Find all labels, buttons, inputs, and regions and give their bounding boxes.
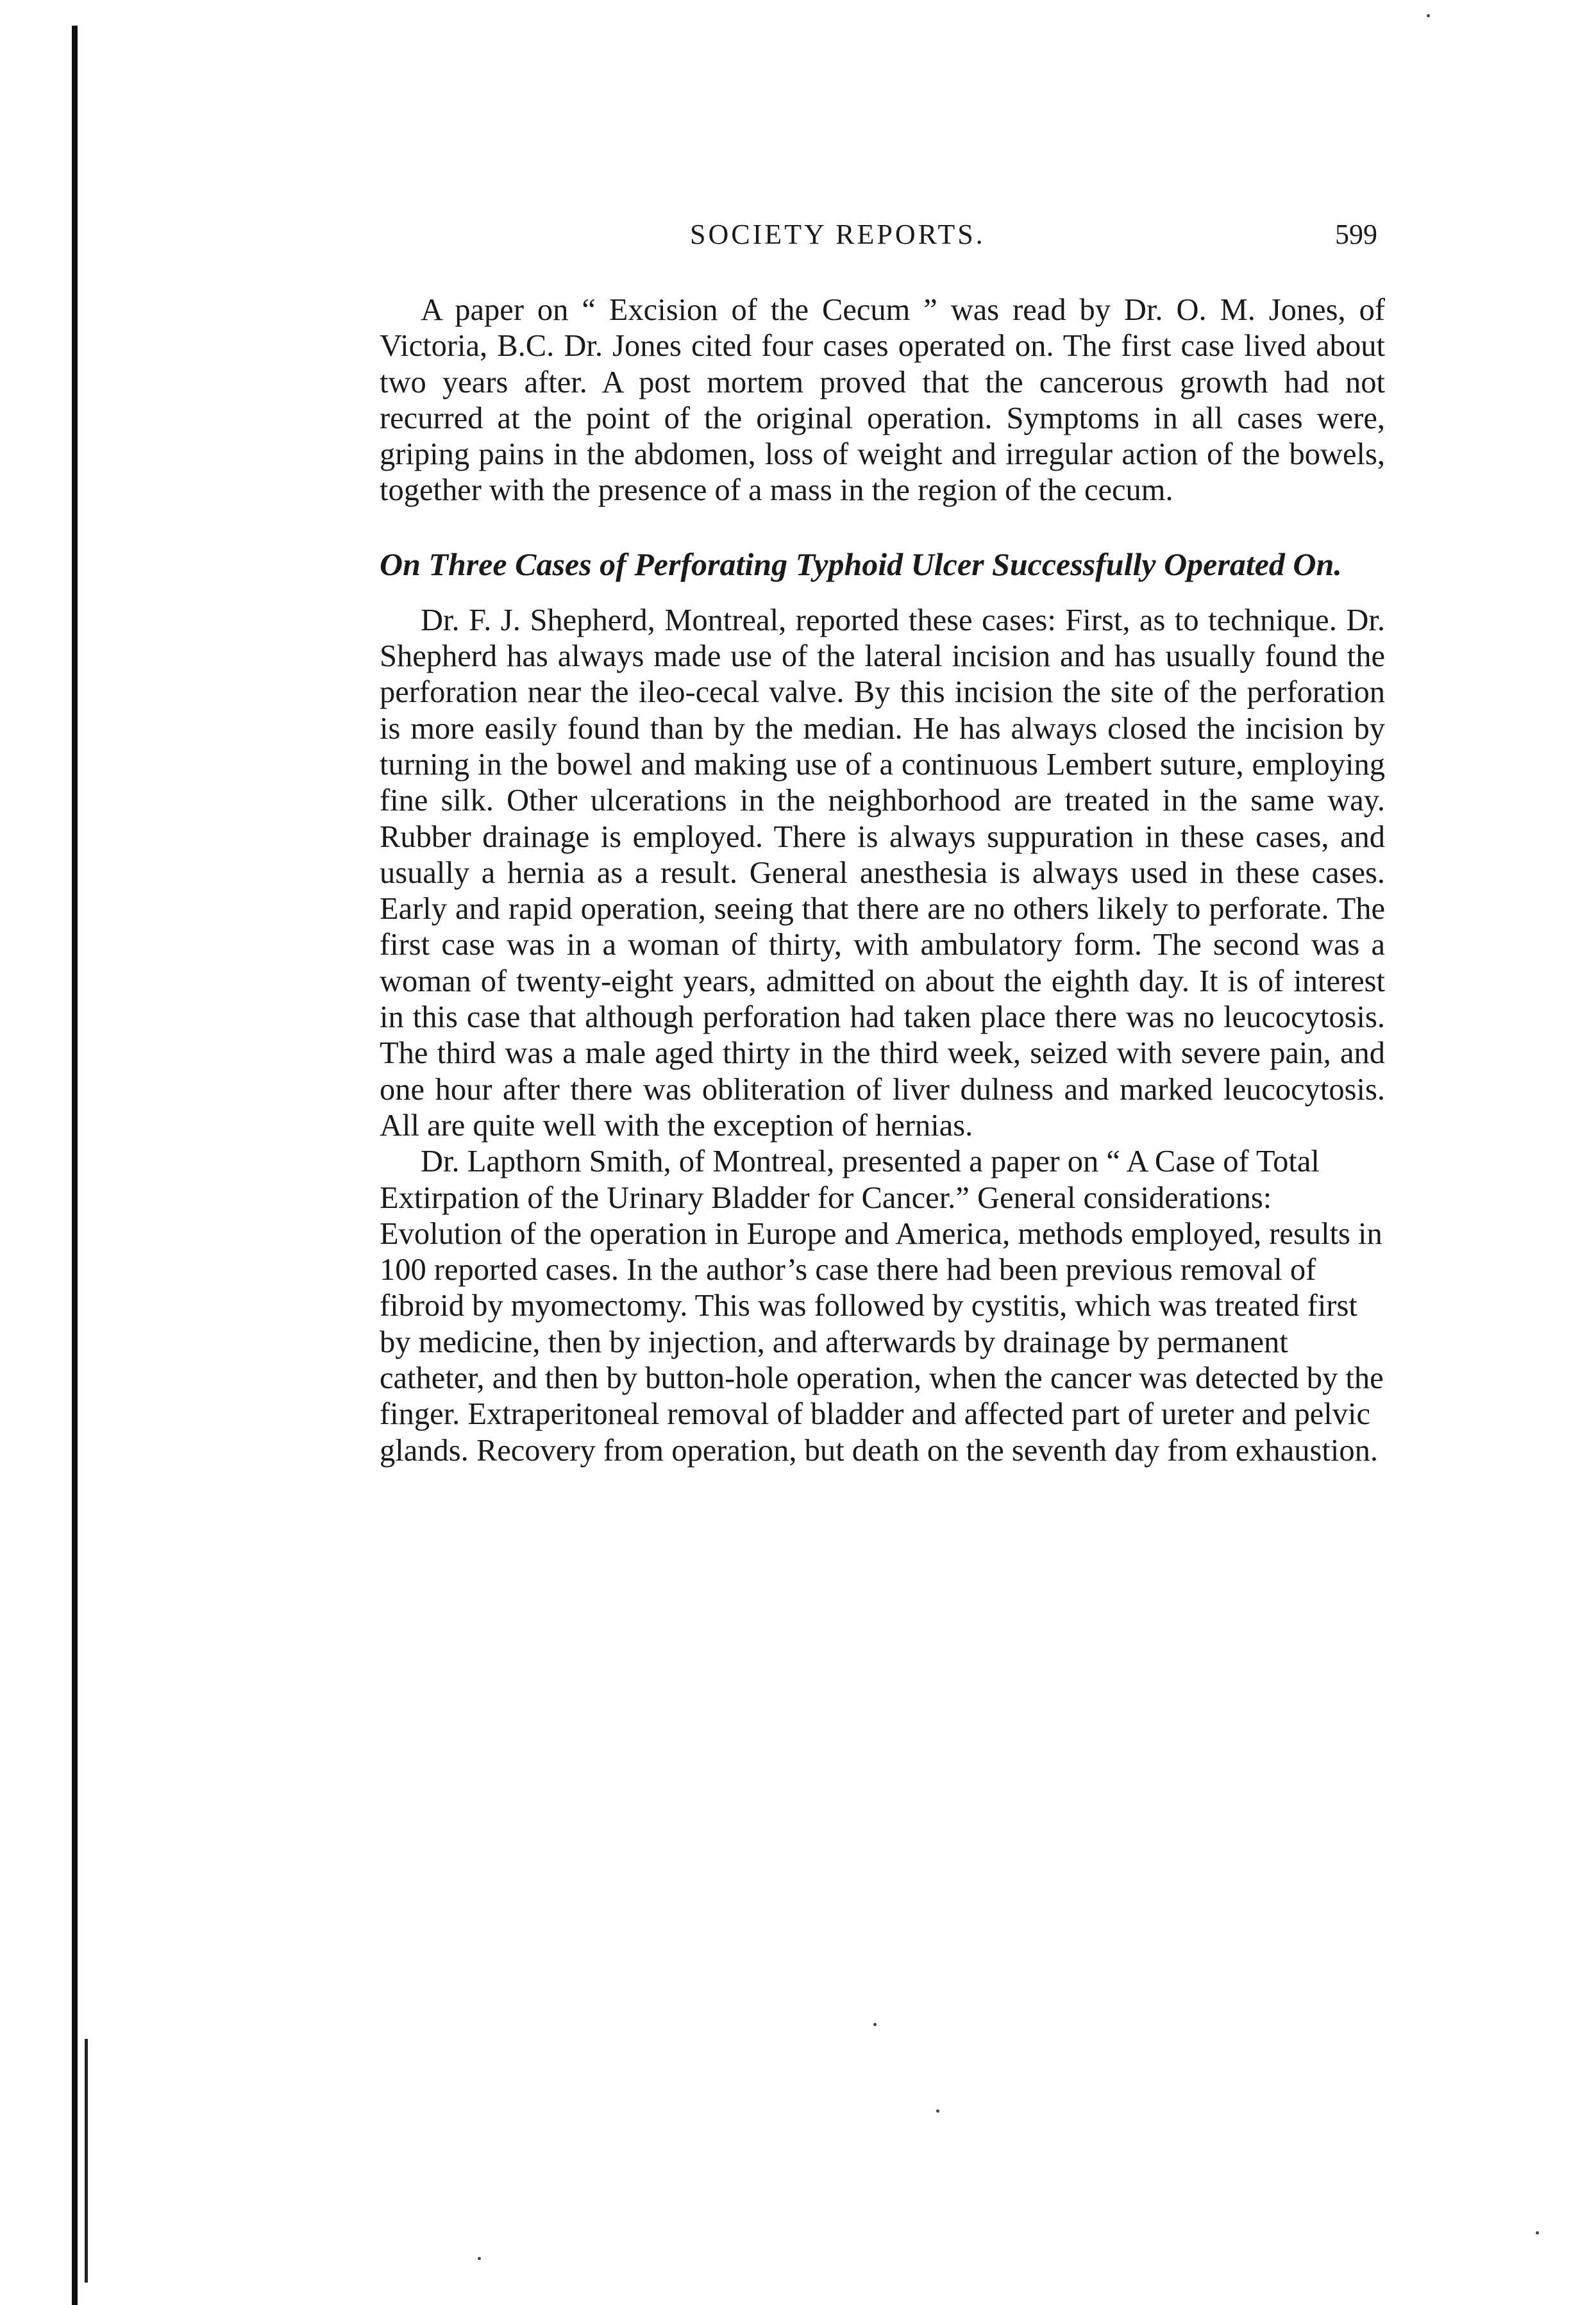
paragraph-typhoid-cases: Dr. F. J. Shepherd, Montreal, reported these cases: First, as to technique. Dr. Shepherd has always made use of the lateral incision and has usually found the perforation near the ileo-cecal valve. By this incision the site of the perforation is more easily found than by the median. He has always closed the incision by turning in the bowel and making use of a continuous Lembert suture, employing fine silk. Other ulcerations in the neighborhood are treated in the same way. Rubber drainage is employed. There is always suppuration in these cases, and usually a hernia as a result. General anesthesia is always used in these cases. Early and rapid operation, seeing that there are no others likely to perforate. The first case was in a woman of thirty, with ambulatory form. The second was a woman of twenty-eight years, admitted on about the eighth day. It is of interest in this case that although perforation had taken place there was no leucocytosis. The third was a male aged thirty in the third week, seized with severe pain, and one hour after there was obliteration of liver dulness and marked leucocytosis. All are quite well with the exception of hernias. — [380, 603, 1385, 1143]
article-body — [380, 292, 1385, 1469]
paragraph-cecum-excision: A paper on “ Excision of the Cecum ” was read by Dr. O. M. Jones, of Victoria, B.C. Dr. Jones cited four cases operated on. The first case lived about two years after. A post mortem proved that the cancerous growth had not recurred at the point of the original operation. Symptoms in all cases were, griping pains in the abdomen, loss of weight and irregular action of the bowels, together with the presence of a mass in the region of the cecum. — [380, 293, 1385, 508]
scan-speck — [936, 2109, 939, 2113]
scan-speck — [1536, 2231, 1539, 2234]
scan-speck — [873, 2023, 877, 2026]
page-number: 599 — [1335, 219, 1377, 250]
paragraph-bladder-extirpation: Dr. Lapthorn Smith, of Montreal, presented a paper on “ A Case of Total Extirpation of the Urinary Bladder for Cancer.” General considerations: Evolution of the operation in Europe and America, methods employed, results in 100 reported cases. In the author’s case there had been previous removal of fibroid by myomectomy. This was followed by cystitis, which was treated first by medicine, then by injection, and afterwards by drainage by permanent catheter, and then by button-hole operation, when the cancer was detected by the finger. Extraperitoneal removal of bladder and affected part of ureter and pelvic glands. Recovery from operation, but death on the seventh day from exhaustion. — [380, 1144, 1384, 1468]
scan-speck — [478, 2257, 481, 2260]
scan-border-edge — [85, 2039, 88, 2283]
page-header — [380, 218, 1385, 256]
section-heading: On Three Cases of Perforating Typhoid Ulcer Successfully Operated On. — [380, 546, 1342, 582]
scan-speck — [1427, 14, 1430, 17]
running-head: SOCIETY REPORTS. — [690, 219, 986, 250]
scan-border-edge — [72, 26, 78, 2305]
